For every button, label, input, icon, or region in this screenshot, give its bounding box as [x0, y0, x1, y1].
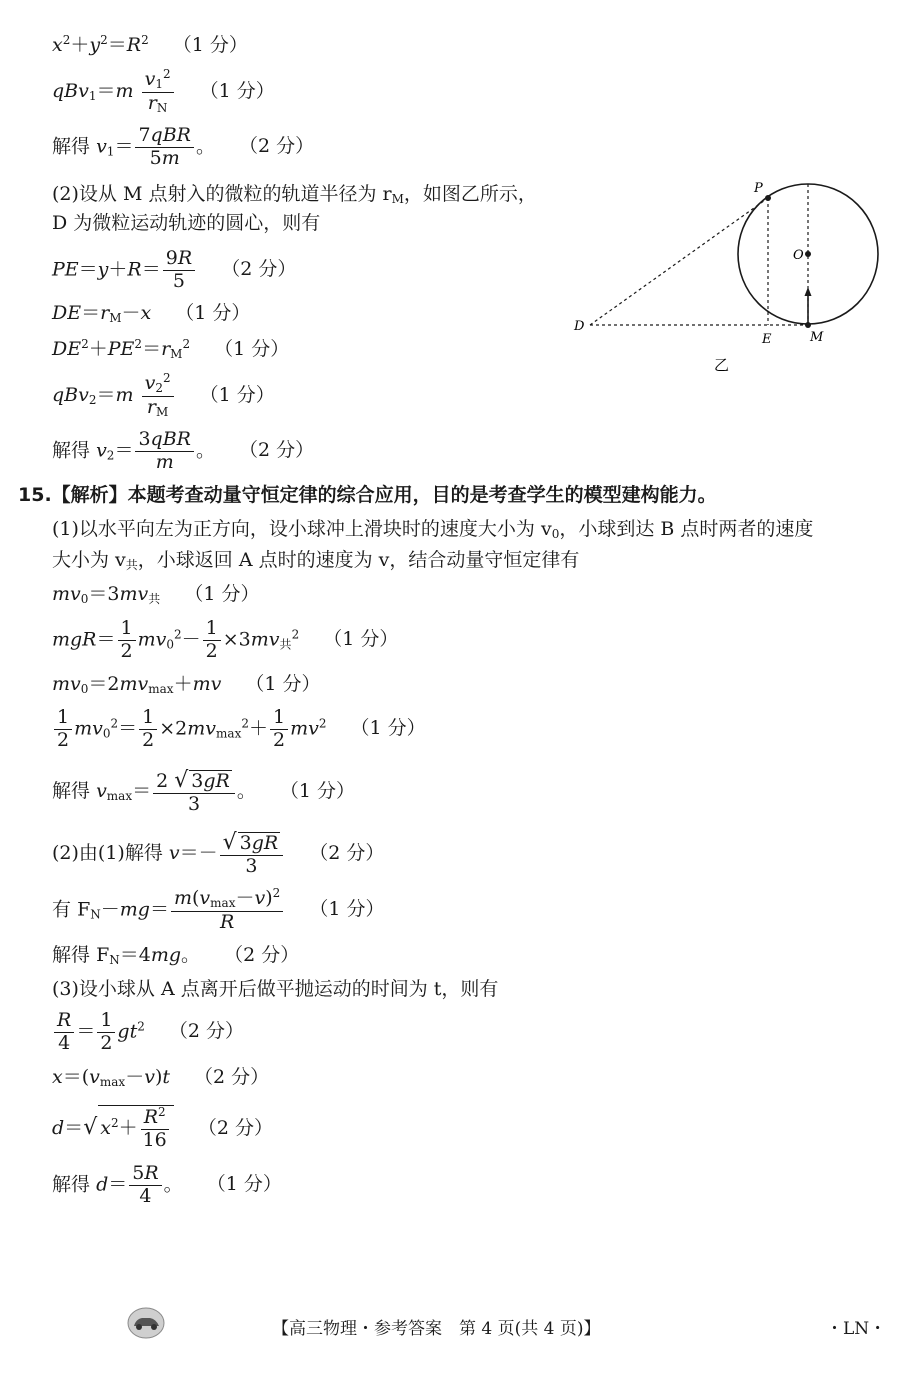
- label-E: E: [762, 332, 772, 347]
- eq-horizontal: $x=(v_{max}-v)t$ （2 分）: [52, 1066, 270, 1089]
- eq-solve-v: (2)由(1)解得 v＝－ $\frac{√ 3gR}{3}$ （2 分）: [52, 830, 385, 878]
- figure-caption: 乙: [714, 356, 730, 374]
- eq-solve-vmax: 解得 $v_{max}=$ $\frac{2 √ 3gR}{3}$ 。 （1 分）: [52, 768, 356, 816]
- label-M: M: [810, 330, 824, 345]
- eq-momentum-1: $mv_0=3mv_共$ （1 分）: [52, 583, 260, 606]
- eq-lorentz-2: qBv$_2$＝m $\frac{v_2^2}{r_M}$ （1 分）: [52, 371, 275, 419]
- eq-solve-FN: 解得 $F_N=4mg$。 （2 分）: [52, 944, 300, 967]
- eq-pythag: $DE^2+PE^2=r_M^2$ （1 分）: [52, 337, 290, 361]
- eq-lorentz-1: qBv$_1$＝m $\frac{v_1^2}{r_N}$ （1 分）: [52, 67, 275, 115]
- page-footer: [0, 1312, 900, 1338]
- figure-yi: [560, 170, 890, 380]
- eq-circle: $x^2+y^2=R^2$ （1 分）: [52, 33, 248, 56]
- eq-solve-v2: 解得 $v_2=$ $\frac{\text{3qBR}}{m}$ 。 （2 分）: [52, 428, 315, 473]
- eq-momentum-2: $mv_0=2mv_{max}+mv$ （1 分）: [52, 673, 321, 696]
- eq-solve-d: 解得 d＝ $\frac{5R}{4}$ 。 （1 分）: [52, 1162, 282, 1207]
- text-15-1-line1: (1)以水平向左为正方向，设小球冲上滑块时的速度大小为 $v_0$，小球到达 B 点时两者的速度: [52, 518, 814, 541]
- eq-PE: PE＝y＋R＝ $\frac{9R}{5}$ （2 分）: [52, 247, 297, 292]
- label-D: D: [574, 319, 585, 334]
- eq-normal-force: 有 $F_N-mg=$ $\frac{m(v_{max}-v)^2}{R}$ （1 分）: [52, 886, 385, 933]
- q15-heading: 15.【解析】本题考查动量守恒定律的综合应用，目的是考查学生的模型建构能力。: [18, 484, 717, 506]
- label-P: P: [754, 181, 763, 196]
- text-14-2-line2: D 为微粒运动轨迹的圆心，则有: [52, 212, 321, 234]
- text-15-3: (3)设小球从 A 点离开后做平抛运动的时间为 t，则有: [52, 978, 499, 1000]
- eq-fall: $\frac{R}{4}$ ＝ $\frac{1}{2}$ $gt^2$ （2 分）: [52, 1010, 244, 1055]
- text-14-2-line1: (2)设从 M 点射入的微粒的轨道半径为 $r_M$，如图乙所示，: [52, 183, 537, 206]
- eq-energy-1: mgR＝ $\frac{1}{2}$ $mv_0^2-$ $\frac{1}{2}$ $\times 3mv_共^2$ （1 分）: [52, 617, 399, 662]
- eq-DE: $DE=r_M-x$ （1 分）: [52, 302, 251, 325]
- text-15-1-line2: 大小为 $v_共$，小球返回 A 点时的速度为 v，结合动量守恒定律有: [52, 549, 580, 572]
- eq-distance: d＝√ $x^2+$ $\frac{R^2}{16}$ （2 分）: [52, 1105, 273, 1151]
- car-logo-icon: [126, 1306, 166, 1340]
- footer-title: 【高三物理・参考答案 第 4 页(共 4 页)】: [272, 1319, 601, 1339]
- eq-energy-2: $\frac{1}{2}$ $mv_0^2=$ $\frac{1}{2}$ $\times 2mv_{max}^2+$ $\frac{1}{2}$ $mv^2$ （1 分）: [52, 707, 426, 752]
- footer-code: ・LN・: [826, 1319, 887, 1339]
- eq-solve-v1: 解得 $v_1=$ $\frac{\text{7qBR}}{5m}$ 。 （2 分）: [52, 124, 315, 169]
- label-O: O: [793, 248, 804, 263]
